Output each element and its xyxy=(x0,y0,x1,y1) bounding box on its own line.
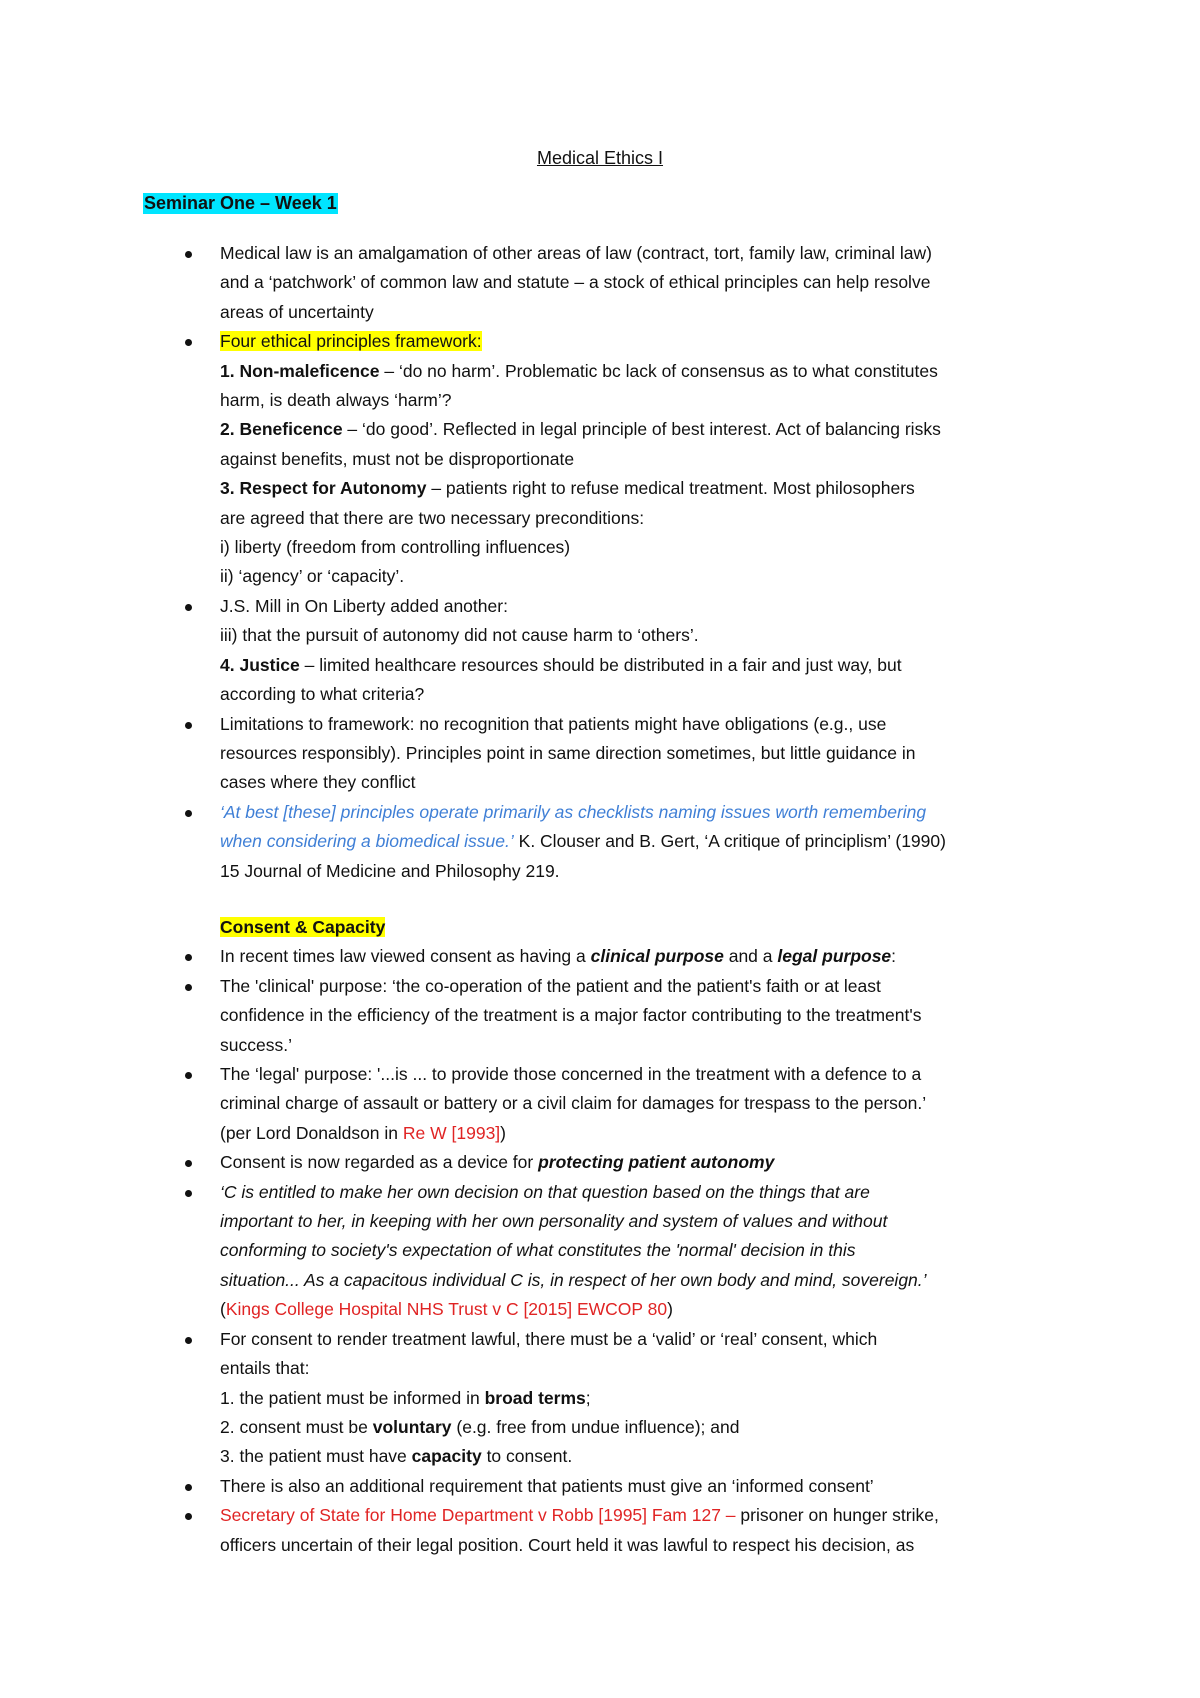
list-item xyxy=(0,942,1200,971)
text-line: confidence in the efficiency of the treatment is a major factor contributing to the treatment's xyxy=(220,1005,922,1026)
bullet-icon xyxy=(185,1337,192,1344)
text-line: Limitations to framework: no recognition that patients might have obligations (e.g., use xyxy=(220,713,887,734)
text-line: There is also an additional requirement that patients must give an ‘informed consent’ xyxy=(220,1475,874,1496)
text-line: areas of uncertainty xyxy=(220,301,374,322)
principle-label: 3. Respect for Autonomy xyxy=(220,478,427,499)
bullet-icon xyxy=(185,1513,192,1520)
text-span: – ‘do good’. Reflected in legal principle of best interest. Act of balancing risks xyxy=(342,419,941,440)
text-span: ( xyxy=(220,1299,226,1320)
list-item xyxy=(0,1178,1200,1325)
quote-line: conforming to society's expectation of what constitutes the 'normal' decision in this xyxy=(220,1240,856,1261)
list-item xyxy=(0,710,1200,798)
quote-line: ‘C is entitled to make her own decision on that question based on the things that are xyxy=(220,1181,870,1202)
text-line: according to what criteria? xyxy=(220,684,425,705)
list-item xyxy=(0,1472,1200,1501)
case-citation: Kings College Hospital NHS Trust v C [2015] EWCOP 80 xyxy=(225,1299,668,1320)
text-span: ; xyxy=(585,1387,591,1408)
text-span: to consent. xyxy=(481,1446,573,1467)
text-span: 3. the patient must have xyxy=(220,1446,412,1467)
bullet-icon xyxy=(185,954,192,961)
case-citation: Secretary of State for Home Department v Robb [1995] Fam 127 – xyxy=(220,1505,736,1526)
citation-text: K. Clouser and B. Gert, ‘A critique of principlism’ (1990) xyxy=(513,831,946,852)
text-span: prisoner on hunger strike, xyxy=(735,1505,939,1526)
quote-line: important to her, in keeping with her own personality and system of values and without xyxy=(220,1211,888,1232)
list-item xyxy=(0,592,1200,710)
section-heading-row xyxy=(0,913,1200,942)
bullet-icon xyxy=(185,339,192,346)
principle-label: 4. Justice xyxy=(220,654,300,675)
bullet-icon xyxy=(185,1190,192,1197)
text-span: ) xyxy=(667,1299,673,1320)
text-line: harm, is death always ‘harm’? xyxy=(220,390,452,411)
list-item xyxy=(0,239,1200,327)
text-line: resources responsibly). Principles point in same direction sometimes, but little guidance in xyxy=(220,742,916,763)
text-span: : xyxy=(891,946,897,967)
text-line: ii) ‘agency’ or ‘capacity’. xyxy=(220,566,405,587)
text-span: 2. consent must be xyxy=(220,1416,373,1437)
text-line: success.’ xyxy=(220,1034,292,1055)
section-heading: Consent & Capacity xyxy=(220,917,386,937)
text-line: are agreed that there are two necessary preconditions: xyxy=(220,507,645,528)
bullet-icon xyxy=(185,604,192,611)
text-span: (per Lord Donaldson in xyxy=(220,1122,403,1143)
text-span: In recent times law viewed consent as having a xyxy=(220,946,591,967)
emphasis-text: legal purpose xyxy=(777,946,892,967)
seminar-heading: Seminar One – Week 1 xyxy=(144,193,337,213)
citation-text: 15 Journal of Medicine and Philosophy 219. xyxy=(220,860,560,881)
text-line: officers uncertain of their legal position. Court held it was lawful to respect his decision, as xyxy=(220,1534,915,1555)
text-line: iii) that the pursuit of autonomy did not cause harm to ‘others’. xyxy=(220,625,699,646)
text-span: (e.g. free from undue influence); and xyxy=(451,1416,740,1437)
bullet-icon xyxy=(185,984,192,991)
bullet-icon xyxy=(185,1072,192,1079)
text-span: Consent is now regarded as a device for xyxy=(220,1152,539,1173)
emphasis-text: broad terms xyxy=(484,1387,586,1408)
consent-list xyxy=(0,913,1200,1560)
list-item xyxy=(0,798,1200,886)
text-line: cases where they conflict xyxy=(220,772,416,793)
emphasis-text: protecting patient autonomy xyxy=(538,1152,775,1173)
bullet-icon xyxy=(185,1160,192,1167)
quote-text: when considering a biomedical issue.’ xyxy=(220,831,514,852)
framework-heading: Four ethical principles framework: xyxy=(220,331,482,352)
text-line: J.S. Mill in On Liberty added another: xyxy=(220,595,508,616)
text-span: ) xyxy=(500,1122,506,1143)
principle-label: 2. Beneficence xyxy=(220,419,343,440)
text-line: and a ‘patchwork’ of common law and statute – a stock of ethical principles can help resolve xyxy=(220,272,931,293)
text-line: i) liberty (freedom from controlling influences) xyxy=(220,537,571,558)
quote-line: situation... As a capacitous individual C is, in respect of her own body and mind, sovereign.’ xyxy=(220,1269,927,1290)
text-span: and a xyxy=(723,946,778,967)
emphasis-text: capacity xyxy=(411,1446,482,1467)
text-span: 1. the patient must be informed in xyxy=(220,1387,485,1408)
text-line: The 'clinical' purpose: ‘the co-operation of the patient and the patient's faith or at least xyxy=(220,975,881,996)
text-line: against benefits, must not be disproportionate xyxy=(220,448,575,469)
bullet-icon xyxy=(185,1484,192,1491)
list-item xyxy=(0,1325,1200,1472)
emphasis-text: voluntary xyxy=(372,1416,452,1437)
list-item xyxy=(0,1501,1200,1560)
bullet-icon xyxy=(185,722,192,729)
page-title: Medical Ethics I xyxy=(536,148,664,168)
text-line: The ‘legal' purpose: '...is ... to provide those concerned in the treatment with a defence to a xyxy=(220,1064,922,1085)
principles-list xyxy=(0,239,1200,886)
text-span: – ‘do no harm’. Problematic bc lack of consensus as to what constitutes xyxy=(379,360,938,381)
text-line: For consent to render treatment lawful, there must be a ‘valid’ or ‘real’ consent, which xyxy=(220,1328,878,1349)
list-item xyxy=(0,327,1200,592)
text-span: – limited healthcare resources should be distributed in a fair and just way, but xyxy=(299,654,902,675)
bullet-icon xyxy=(185,251,192,258)
list-item xyxy=(0,1148,1200,1177)
principle-label: 1. Non-maleficence xyxy=(220,360,380,381)
bullet-icon xyxy=(185,810,192,817)
list-item xyxy=(0,972,1200,1060)
case-citation: Re W [1993] xyxy=(402,1122,501,1143)
quote-text: ‘At best [these] principles operate primarily as checklists naming issues worth remembering xyxy=(220,801,927,822)
text-line: Medical law is an amalgamation of other areas of law (contract, tort, family law, criminal law) xyxy=(220,243,932,263)
text-span: – patients right to refuse medical treatment. Most philosophers xyxy=(426,478,915,499)
emphasis-text: clinical purpose xyxy=(590,946,724,967)
list-item xyxy=(0,1060,1200,1148)
text-line: entails that: xyxy=(220,1358,310,1379)
text-line: criminal charge of assault or battery or a civil claim for damages for trespass to the person.’ xyxy=(220,1093,927,1114)
